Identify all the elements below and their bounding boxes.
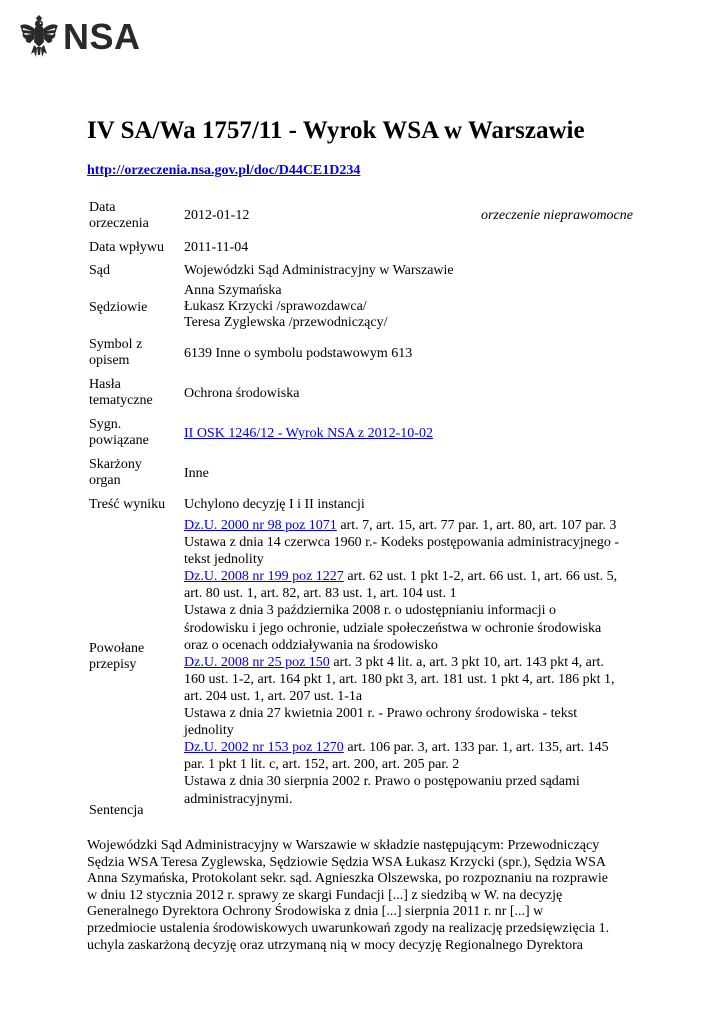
sentencja-line: Anna Szymańska, Protokolant sekr. sąd. Agnieszka Olszewska, po rozpoznaniu na rozprawie [87, 871, 608, 887]
przepis-line: środowisku i jego ochronie, udziale społeczeństwa w ochronie środowiska [184, 620, 602, 636]
row-tresc [87, 497, 647, 513]
przepis-entry [184, 654, 644, 671]
przepis-line: Ustawa z dnia 27 kwietnia 2001 r. - Prawo ochrony środowiska - tekst [184, 706, 578, 722]
przepis-line: administracyjnymi. [184, 791, 293, 807]
label-line: tematyczne [89, 393, 153, 408]
przepis-entry [184, 517, 644, 534]
przepis-line: Ustawa z dnia 14 czerwca 1960 r.- Kodeks postępowania administracyjnego - [184, 535, 620, 551]
przepis-line: Ustawa z dnia 3 października 2008 r. o udostępnianiu informacji o [184, 603, 557, 619]
przepis-entry [184, 739, 644, 756]
row-sygn [87, 417, 647, 451]
status-badge: orzeczenie nieprawomocne [480, 208, 633, 223]
sentencja-line: uchyla zaskarżoną decyzję oraz utrzymaną nią w mocy decyzję Regionalnego Dyrektora [87, 937, 583, 953]
przepisy-list [184, 517, 644, 808]
row-data-orzeczenia [87, 200, 647, 234]
label-data-orzeczenia [89, 200, 183, 232]
przepis-link[interactable]: Dz.U. 2008 nr 199 poz 1227 [184, 569, 344, 585]
przepis-line: tekst jednolity [184, 552, 264, 568]
value-data-orzeczenia: 2012-01-12 [184, 208, 250, 223]
label-data-wplywu: Data wpływu [89, 240, 165, 255]
label-sad: Sąd [89, 263, 110, 278]
label-tresc: Treść wyniku [89, 497, 166, 512]
value-sedziowie [184, 283, 644, 331]
label-line: przepisy [89, 657, 137, 672]
przepis-articles: art. 7, art. 15, art. 77 par. 1, art. 80, art. 107 par. 3 [336, 518, 617, 533]
related-case-link[interactable]: II OSK 1246/12 - Wyrok NSA z 2012-10-02 [184, 426, 433, 441]
przepis-articles: art. 106 par. 3, art. 133 par. 1, art. 135, art. 145 [343, 740, 609, 756]
sentencja-line: w dniu 12 stycznia 2012 r. sprawy ze skargi Fundacji [...] z siedzibą w W. na decyzję [87, 887, 563, 903]
row-sentencja [87, 803, 647, 819]
przepis-line: Ustawa z dnia 30 sierpnia 2002 r. Prawo o postępowaniu przed sądami [184, 774, 580, 790]
sentencja-line: Sędzia WSA Teresa Zyglewska, Sędziowie Sędzia WSA Łukasz Krzycki (spr.), Sędzia WSA [87, 854, 606, 870]
label-sentencja: Sentencja [89, 803, 144, 818]
label-line: organ [89, 473, 121, 488]
value-tresc: Uchylono decyzję I i II instancji [184, 497, 365, 512]
label-line: Sygn. [89, 417, 122, 432]
judge-name: Łukasz Krzycki /sprawozdawca/ [184, 299, 367, 314]
row-sedziowie [87, 283, 647, 333]
sentencja-line: przedmiocie ustalenia środowiskowych uwarunkowań zgody na realizację przedsięwzięcia 1. [87, 920, 610, 936]
sentencja-text [87, 838, 647, 954]
value-sygn [184, 426, 644, 442]
label-line: powiązane [89, 433, 149, 448]
sentencja-line: Wojewódzki Sąd Administracyjny w Warszawie w składzie następującym: Przewodniczący [87, 838, 600, 853]
judge-name: Teresa Zyglewska /przewodniczący/ [184, 315, 388, 330]
przepis-line: par. 1 pkt 1 lit. c, art. 152, art. 200, art. 205 par. 2 [184, 757, 460, 773]
document-url-link[interactable]: http://orzeczenia.nsa.gov.pl/doc/D44CE1D234 [87, 163, 361, 178]
row-skarzony [87, 457, 647, 491]
przepis-line: art. 80 ust. 1, art. 82, art. 83 ust. 1, art. 104 ust. 1 [184, 586, 457, 602]
przepis-entry [184, 568, 644, 585]
value-data-wplywu: 2011-11-04 [184, 240, 249, 255]
label-powolane [89, 641, 183, 673]
value-sad: Wojewódzki Sąd Administracyjny w Warszawie [184, 263, 454, 278]
value-symbol: 6139 Inne o symbolu podstawowym 613 [184, 346, 413, 361]
label-line: Hasła [89, 377, 121, 392]
label-line: Skarżony [89, 457, 142, 472]
label-line: Powołane [89, 641, 145, 656]
judge-name: Anna Szymańska [184, 283, 282, 298]
label-hasla [89, 377, 183, 409]
label-line: Symbol z [89, 337, 143, 352]
label-symbol [89, 337, 183, 369]
label-line: Data [89, 200, 116, 215]
logo-text: NSA [63, 16, 141, 57]
label-line: opisem [89, 353, 130, 368]
sentencja-line: Generalnego Dyrektora Ochrony Środowiska z dnia [...] sierpnia 2011 r. nr [...] w [87, 904, 544, 920]
label-sygn [89, 417, 183, 449]
przepis-line: 160 ust. 1-2, art. 164 pkt 1, art. 180 pkt 3, art. 181 ust. 1 pkt 4, art. 186 pkt 1, [184, 671, 615, 687]
label-sedziowie: Sędziowie [89, 300, 148, 315]
label-skarzony [89, 457, 183, 489]
row-data-wplywu [87, 240, 647, 256]
nsa-logo [19, 14, 141, 60]
row-powolane [87, 517, 647, 807]
row-hasla [87, 377, 647, 411]
przepis-link[interactable]: Dz.U. 2002 nr 153 poz 1270 [184, 740, 344, 756]
przepis-articles: art. 62 ust. 1 pkt 1-2, art. 66 ust. 1, art. 66 ust. 5, [343, 569, 618, 585]
przepis-line: art. 204 ust. 1, art. 207 ust. 1-1a [184, 688, 363, 704]
przepis-link[interactable]: Dz.U. 2008 nr 25 poz 150 [184, 654, 330, 670]
przepis-articles: art. 3 pkt 4 lit. a, art. 3 pkt 10, art. 143 pkt 4, art. [329, 654, 604, 670]
value-skarzony: Inne [184, 466, 209, 481]
przepis-link[interactable]: Dz.U. 2000 nr 98 poz 1071 [184, 518, 337, 533]
row-sad [87, 263, 647, 279]
label-line: orzeczenia [89, 216, 149, 231]
row-symbol [87, 337, 647, 371]
przepis-line: jednolity [184, 723, 234, 739]
eagle-emblem-icon [19, 14, 59, 60]
przepis-line: oraz o ocenach oddziaływania na środowisko [184, 637, 438, 653]
page-title: IV SA/Wa 1757/11 - Wyrok WSA w Warszawie [87, 117, 585, 144]
value-hasla: Ochrona środowiska [184, 386, 300, 401]
